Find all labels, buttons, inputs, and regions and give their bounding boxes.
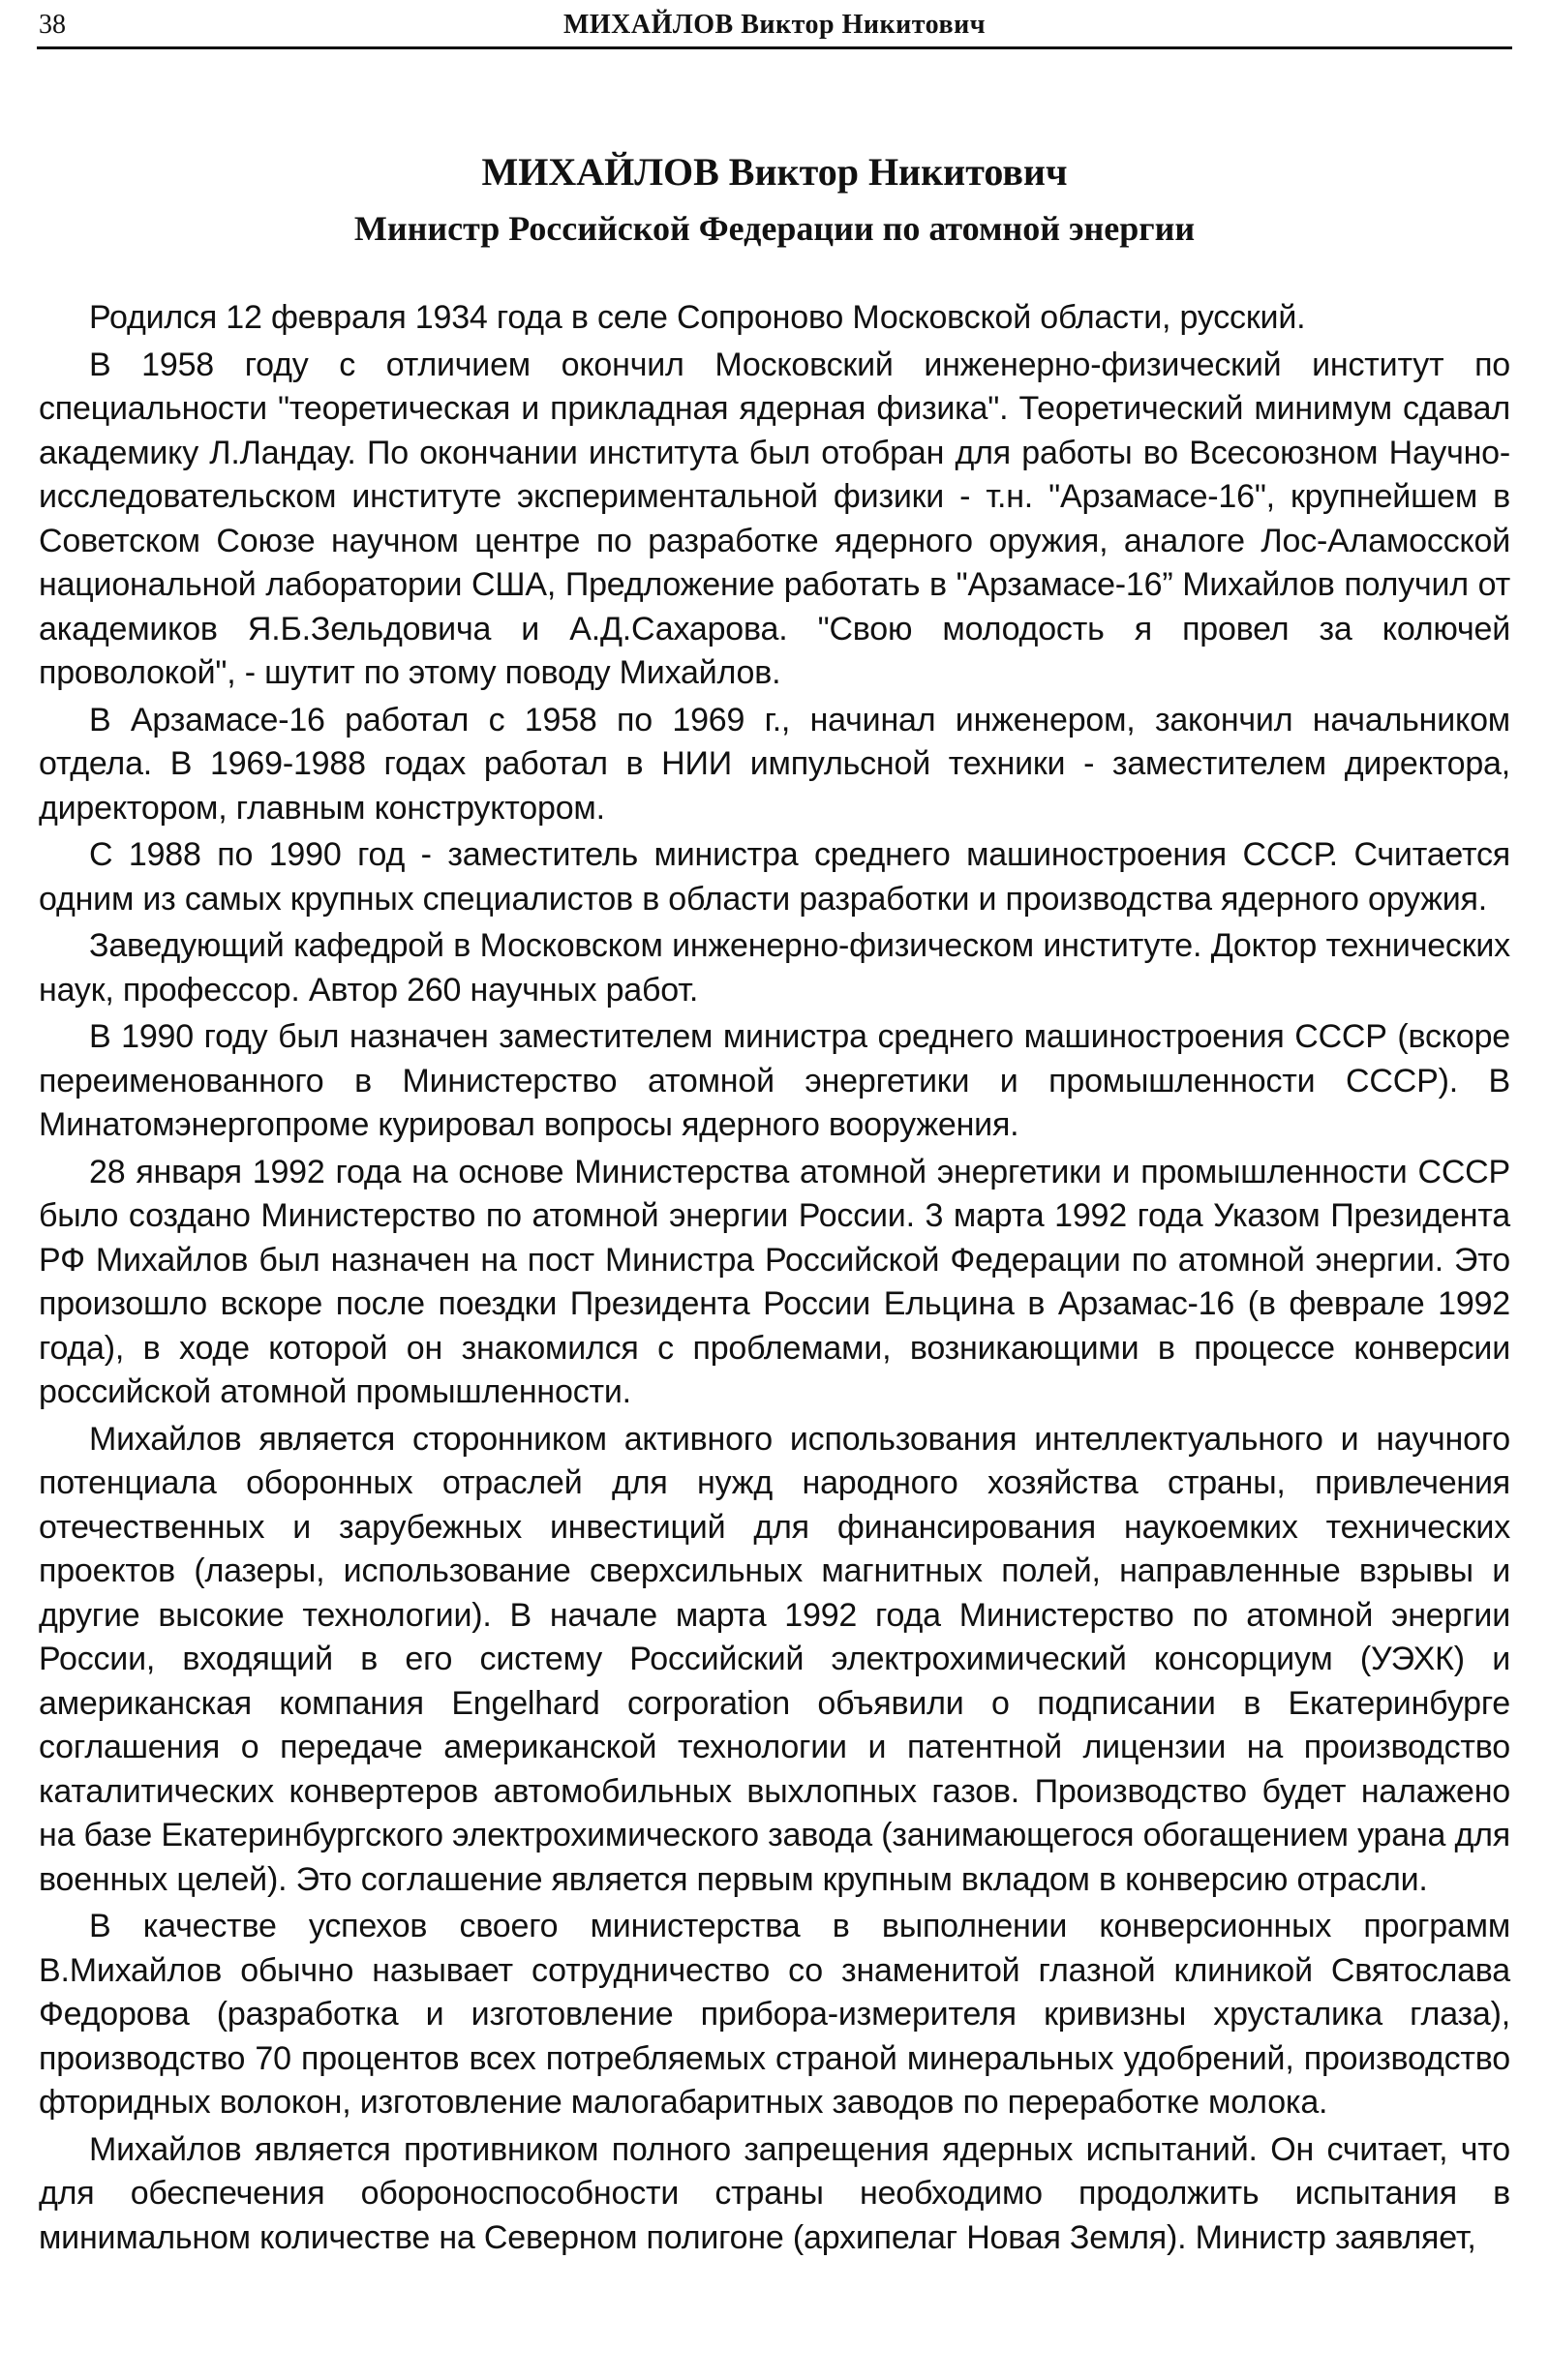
header-rule xyxy=(37,46,1512,49)
paragraph: В качестве успехов своего министерства в выполнении конверсионных программ В.Михайлов обычно называет сотрудничество со знаменитой глазной клиникой Святослава Федорова (разработка и изготовление прибора-измерителя кривизны хрусталика глаза), производство 70 процентов всех потребляемых страной минеральных удобрений, производство фторидных волокон, изготовление малогабаритных заводов по переработке молока. xyxy=(39,1908,1510,2121)
paragraph: Заведующий кафедрой в Московском инженерно-физическом институте. Доктор технических наук, профессор. Автор 260 научных работ. xyxy=(39,927,1510,1009)
paragraph: В Арзамасе-16 работал с 1958 по 1969 г., начинал инженером, закончил начальником отдела. В 1969-1988 годах работал в НИИ импульсной техники - заместителем директора, директором, главным конструктором. xyxy=(39,701,1510,827)
paragraph: С 1988 по 1990 год - заместитель министра среднего машиностроения СССР. Считается одним из самых крупных специалистов в области разработки и производства ядерного оружия. xyxy=(39,836,1510,918)
running-title: МИХАЙЛОВ Виктор Никитович xyxy=(562,10,987,40)
article-heading xyxy=(39,145,1510,256)
article-body xyxy=(39,296,1510,2263)
paragraph: В 1958 году с отличием окончил Московский инженерно-физический институт по специальности "теоретическая и прикладная ядерная физика". Теоретический минимум сдавал академику Л.Ландау. По окончании института был отобран для работы во Всесоюзном Научно-исследовательском институте экспериментальной физики - т.н. "Арзамасе-16", крупнейшем в Советском Союзе научном центре по разработке ядерного оружия, аналоге Лос-Аламосской национальной лаборатории США, Предложение работать в "Арзамасе-16” Михайлов получил от академиков Я.Б.Зельдовича и А.Д.Сахарова. "Свою молодость я провел за колючей проволокой", - шутит по этому поводу Михайлов. xyxy=(39,346,1510,691)
paragraph: В 1990 году был назначен заместителем министра среднего машиностроения СССР (вскоре переименованного в Министерство атомной энергетики и промышленности СССР). В Минатомэнергопроме курировал вопросы ядерного вооружения. xyxy=(39,1018,1510,1143)
paragraph: 28 января 1992 года на основе Министерства атомной энергетики и промышленности СССР было создано Министерство по атомной энергии России. 3 марта 1992 года Указом Президента РФ Михайлов был назначен на пост Министра Российской Федерации по атомной энергии. Это произошло вскоре после поездки Президента России Ельцина в Арзамас-16 (в феврале 1992 года), в ходе которой он знакомился с проблемами, возникающими в процессе конверсии российской атомной промышленности. xyxy=(39,1153,1510,1410)
paragraph: Михайлов является сторонником активного использования интеллектуального и научного потенциала оборонных отраслей для нужд народного хозяйства страны, привлечения отечественных и зарубежных инвестиций для финансирования наукоемких технических проектов (лазеры, использование сверхсильных магнитных полей, направленные взрывы и другие высокие технологии). В начале марта 1992 года Министерство по атомной энергии России, входящий в его систему Российский электрохимический консорциум (УЭХК) и американская компания Engelhard corporation объявили о подписании в Екатеринбурге соглашения о передаче американской технологии и патентной лицензии на производство каталитических конвертеров автомобильных выхлопных газов. Производство будет налажено на базе Екатеринбургского электрохимического завода (занимающегося обогащением урана для военных целей). Это соглашение является первым крупным вкладом в конверсию отрасли. xyxy=(39,1420,1510,1898)
paragraph: Михайлов является противником полного запрещения ядерных испытаний. Он считает, что для обеспечения обороноспособности страны необходимо продолжить испытания в минимальном количестве на Северном полигоне (архипелаг Новая Земля). Министр заявляет, xyxy=(39,2130,1510,2256)
page-number: 38 xyxy=(39,10,66,40)
paragraph: Родился 12 февраля 1934 года в селе Сопроново Московской области, русский. xyxy=(89,299,1306,336)
running-header xyxy=(39,10,1510,50)
person-position: Министр Российской Федерации по атомной энергии xyxy=(353,209,1196,248)
person-name: МИХАЙЛОВ Виктор Никитович xyxy=(481,150,1068,194)
